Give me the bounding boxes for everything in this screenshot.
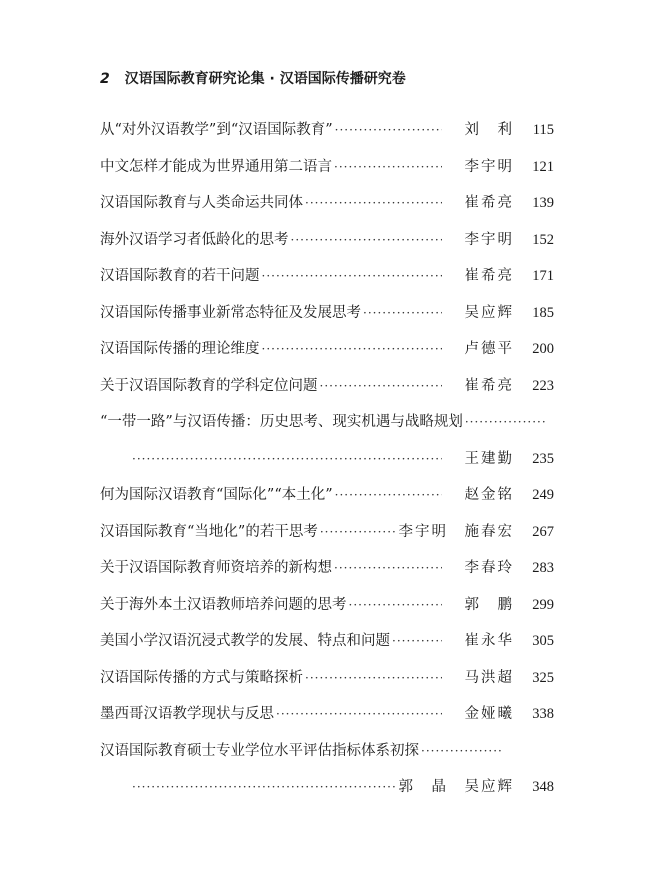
entry-author: 李宇明: [464, 158, 514, 175]
entry-page: 283: [532, 560, 554, 576]
toc-entry: [100, 514, 554, 551]
entry-author: 李宇明 施春宏: [398, 523, 514, 540]
toc-entry: [100, 623, 554, 660]
entry-page: 305: [532, 633, 554, 649]
toc-entry: [100, 587, 554, 624]
dot-leader: [262, 331, 443, 368]
toc-entry: [100, 550, 554, 587]
toc-entry: [100, 112, 554, 149]
toc-entry: [100, 295, 554, 332]
entry-title: 汉语国际传播事业新常态特征及发展思考: [100, 304, 361, 321]
entry-page: 152: [532, 231, 554, 248]
entry-title: 关于汉语国际教育师资培养的新构想: [100, 560, 332, 576]
toc-entry: [100, 222, 554, 259]
toc-entry: [100, 185, 554, 222]
dot-leader: [132, 441, 442, 478]
toc-entry: [100, 660, 554, 697]
entry-author: 崔永华: [464, 633, 514, 649]
toc-entry: [100, 331, 554, 368]
toc-entry: [100, 368, 554, 405]
entry-title: 汉语国际教育与人类命运共同体: [100, 195, 303, 211]
dot-leader: [262, 258, 443, 295]
dot-leader: [291, 222, 443, 259]
entry-page: 249: [532, 487, 554, 503]
entry-author: 金娅曦: [464, 706, 514, 722]
entry-page: 338: [532, 706, 554, 722]
dot-leader: [334, 550, 442, 587]
header-page-number: 2: [100, 71, 110, 87]
entry-page: 200: [532, 341, 554, 357]
dot-leader: [132, 769, 397, 806]
dot-leader: [320, 514, 397, 551]
entry-page: 121: [532, 158, 554, 175]
table-of-contents: [100, 112, 554, 806]
entry-page: 299: [532, 596, 554, 613]
entry-title: 汉语国际传播的理论维度: [100, 341, 260, 357]
entry-title: 中文怎样才能成为世界通用第二语言: [100, 158, 332, 175]
running-header: [100, 68, 406, 88]
dot-leader: [305, 185, 442, 222]
entry-title: 关于汉语国际教育的学科定位问题: [100, 377, 318, 394]
entry-title: 美国小学汉语沉浸式教学的发展、特点和问题: [100, 633, 390, 649]
dot-leader: [421, 733, 501, 770]
entry-author: 李宇明: [464, 231, 514, 248]
entry-author: 郭 鹏: [464, 596, 514, 613]
entry-page: 185: [532, 304, 554, 321]
dot-leader: [276, 696, 442, 733]
entry-title: 汉语国际教育“当地化”的若干思考: [100, 523, 318, 540]
toc-entry: [100, 258, 554, 295]
entry-title: 汉语国际教育硕士专业学位水平评估指标体系初探: [100, 742, 419, 759]
entry-title: 海外汉语学习者低龄化的思考: [100, 231, 289, 248]
toc-entry-continuation: [100, 769, 554, 806]
toc-entry: [100, 477, 554, 514]
entry-author: 郭 晶 吴应辉: [398, 779, 514, 795]
entry-author: 卢德平: [464, 341, 514, 357]
toc-entry: [100, 696, 554, 733]
entry-author: 吴应辉: [464, 304, 514, 321]
dot-leader: [305, 660, 442, 697]
dot-leader: [335, 477, 442, 514]
entry-page: 325: [532, 669, 554, 686]
entry-title: 关于海外本土汉语教师培养问题的思考: [100, 596, 347, 613]
entry-title: 何为国际汉语教育“国际化”“本土化”: [100, 487, 333, 503]
dot-leader: [349, 587, 443, 624]
entry-title: 汉语国际教育的若干问题: [100, 268, 260, 284]
entry-author: 赵金铭: [464, 487, 514, 503]
entry-page: 223: [532, 377, 554, 394]
entry-page: 235: [532, 450, 554, 467]
entry-title: 汉语国际传播的方式与策略探析: [100, 669, 303, 686]
entry-author: 崔希亮: [464, 268, 514, 284]
entry-author: 刘 利: [464, 122, 514, 138]
entry-title: “一带一路”与汉语传播：历史思考、现实机遇与战略规划: [100, 414, 463, 430]
entry-page: 348: [532, 779, 554, 795]
dot-leader: [392, 623, 442, 660]
entry-title: 从“对外汉语教学”到“汉语国际教育”: [100, 122, 333, 138]
entry-page: 171: [532, 268, 554, 284]
dot-leader: [320, 368, 443, 405]
dot-leader: [335, 112, 442, 149]
entry-author: 李春玲: [464, 560, 514, 576]
entry-author: 崔希亮: [464, 195, 514, 211]
entry-author: 马洪超: [464, 669, 514, 686]
entry-page: 115: [532, 122, 554, 138]
dot-leader: [465, 404, 545, 441]
dot-leader: [334, 149, 442, 186]
toc-entry-continuation: [100, 441, 554, 478]
toc-entry: [100, 733, 554, 770]
toc-entry: [100, 404, 554, 441]
entry-author: 崔希亮: [464, 377, 514, 394]
entry-author: 王建勤: [464, 450, 514, 467]
entry-title: 墨西哥汉语教学现状与反思: [100, 706, 274, 722]
entry-page: 139: [532, 195, 554, 211]
dot-leader: [363, 295, 442, 332]
toc-entry: [100, 149, 554, 186]
entry-page: 267: [532, 523, 554, 540]
header-title: 汉语国际教育研究论集 · 汉语国际传播研究卷: [124, 71, 406, 87]
